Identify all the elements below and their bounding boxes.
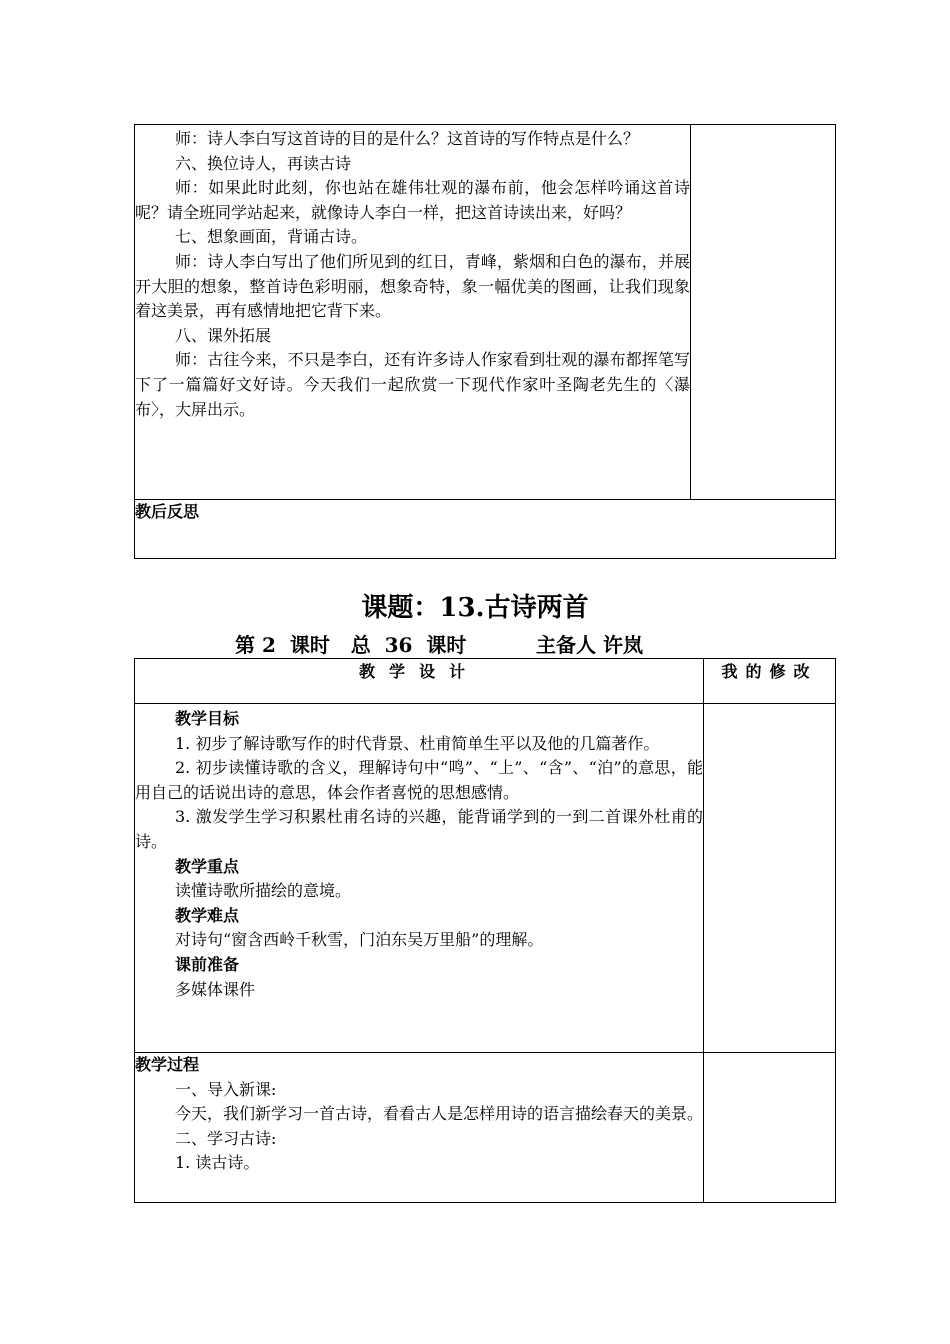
process-step: 1. 读古诗。 [175,1153,260,1173]
teacher-line: 师：诗人李白写这首诗的目的是什么？这首诗的写作特点是什么？ [175,129,640,148]
reflection-label: 教后反思 [135,502,200,521]
teacher-line: 师：诗人李白写出了他们所见到的红日，青峰，紫烟和白色的瀑布，并展开大胆的想象，整首诗色彩明丽，想象奇特，象一幅优美的图画，让我们现象着这美景，再有感情地把它背下来。 [135,251,690,321]
difficulty-heading: 教学难点 [175,905,240,925]
preparation-heading: 课前准备 [175,954,240,974]
teacher-line: 师：如果此时此刻，你也站在雄伟壮观的瀑布前，他会怎样吟诵这首诗呢？请全班同学站起来，就像诗人李白一样，把这首诗读出来，好吗？ [135,178,690,222]
lesson-title: 课题：13.古诗两首 [361,593,589,623]
lesson-subtitle: 第 2 课时 总 36 课时 主备人 许岚 [235,633,643,657]
key-points-text: 读懂诗歌所描绘的意境。 [175,881,352,901]
revision-cell [704,704,836,1053]
step-heading: 八、课外拓展 [175,325,272,345]
key-points-heading: 教学重点 [175,856,240,876]
objectives-heading: 教学目标 [175,709,240,728]
process-text: 今天，我们新学习一首古诗，看看古人是怎样用诗的语言描绘春天的美景。 [175,1104,704,1124]
step-heading: 六、换位诗人，再读古诗 [175,153,352,173]
revision-header: 我的修改 [704,659,836,704]
objectives-cell [135,704,704,1053]
lesson-plan-table [134,658,836,1203]
process-step: 一、导入新课: [175,1079,277,1099]
process-heading: 教学过程 [135,1055,200,1074]
teacher-line: 师：古往今来，不只是李白，还有许多诗人作家看到壮观的瀑布都挥笔写下了一篇篇好文好诗。今天我们一起欣赏一下现代作家叶圣陶老先生的〈瀑布〉，大屏出示。 [135,350,690,419]
step-heading: 七、想象画面，背诵古诗。 [175,227,368,247]
revision-cell [691,125,836,500]
objective-item: 1. 初步了解诗歌写作的时代背景、杜甫简单生平以及他的几篇著作。 [175,733,660,753]
difficulty-text: 对诗句“窗含西岭千秋雪，门泊东吴万里船”的理解。 [175,930,544,950]
design-header: 教学设计 [135,659,704,704]
objective-item: 3. 激发学生学习积累杜甫名诗的兴趣，能背诵学到的一到二首课外杜甫的诗。 [135,807,703,851]
reflection-cell [135,500,836,559]
lesson-table-continued [134,124,836,559]
process-cell [135,1053,704,1203]
objective-item: 2. 初步读懂诗歌的含义，理解诗句中“鸣”、“上”、“含”、“泊”的意思，能用自己的话说出诗的意思，体会作者喜悦的思想感情。 [135,758,703,802]
process-step: 二、学习古诗: [175,1128,277,1148]
lesson-body-cell [135,125,691,500]
revision-cell [704,1053,836,1203]
preparation-text: 多媒体课件 [175,979,256,999]
